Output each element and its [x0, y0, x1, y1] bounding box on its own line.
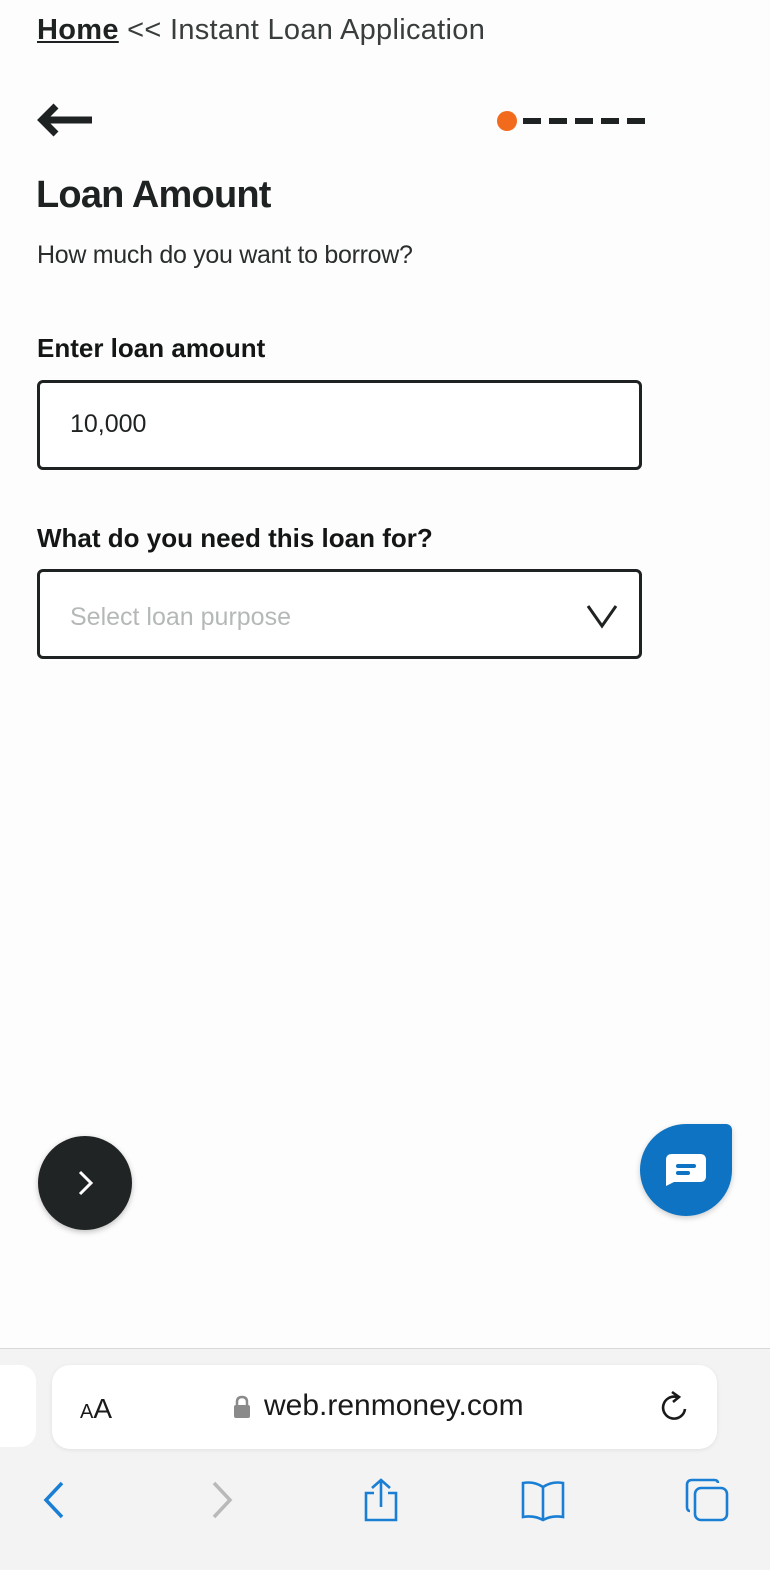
tabs-icon[interactable] [684, 1477, 730, 1523]
browser-forward-icon[interactable] [198, 1477, 244, 1523]
page-title: Loan Amount [36, 174, 271, 216]
progress-step-active [497, 111, 517, 131]
breadcrumb-current: Instant Loan Application [169, 14, 486, 46]
loan-purpose-select[interactable] [37, 569, 642, 659]
chevron-down-icon [585, 602, 619, 630]
bookmarks-icon[interactable] [520, 1477, 566, 1523]
loan-amount-field[interactable] [37, 380, 642, 470]
breadcrumb [37, 14, 485, 47]
browser-back-icon[interactable] [32, 1477, 78, 1523]
back-arrow-icon[interactable] [36, 100, 94, 140]
lock-icon [233, 1395, 251, 1419]
progress-steps [497, 110, 653, 132]
previous-tab-preview[interactable] [0, 1365, 36, 1447]
text-size-button[interactable]: AA [80, 1393, 113, 1424]
next-button[interactable] [38, 1136, 132, 1230]
reload-icon[interactable] [657, 1389, 693, 1425]
loan-purpose-placeholder: Select loan purpose [70, 603, 291, 631]
progress-step [549, 118, 567, 124]
breadcrumb-home-link[interactable]: Home [37, 14, 119, 46]
progress-step [601, 118, 619, 124]
page-subtitle: How much do you want to borrow? [37, 241, 413, 269]
progress-step [575, 118, 593, 124]
breadcrumb-separator: << [118, 14, 170, 46]
loan-amount-label: Enter loan amount [37, 333, 266, 363]
url-text[interactable]: web.renmoney.com [264, 1389, 524, 1422]
progress-step [627, 118, 645, 124]
loan-purpose-label: What do you need this loan for? [37, 523, 433, 553]
address-bar[interactable] [52, 1365, 717, 1449]
chat-button[interactable] [640, 1124, 732, 1216]
share-icon[interactable] [358, 1477, 404, 1523]
chat-bubble-icon [664, 1152, 708, 1188]
loan-amount-input[interactable] [70, 410, 570, 439]
progress-step [523, 118, 541, 124]
browser-toolbar [0, 1348, 770, 1570]
chevron-right-icon [72, 1168, 98, 1198]
